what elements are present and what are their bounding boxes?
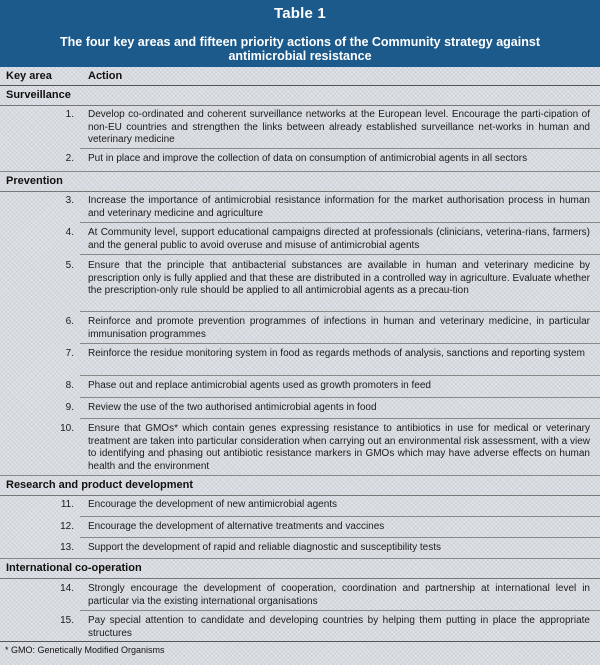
action-text: Develop co-ordinated and coherent surveillance networks at the European level. Encourage the parti-cipation of non-EU countries and strengthen the links between already established surveillance net-works in human and veterinary medicine xyxy=(88,109,590,145)
section-research: Research and product development xyxy=(0,476,600,496)
action-number: 1. xyxy=(65,109,74,120)
action-text: Put in place and improve the collection of data on consumption of antimicrobial agents in all sectors xyxy=(88,153,528,164)
column-header-row xyxy=(0,67,600,86)
footnote: * GMO: Genetically Modified Organisms xyxy=(0,641,600,655)
table-row xyxy=(0,611,600,641)
action-text: Ensure that GMOs* which contain genes expressing resistance to antibiotics in use for medical or veterinary treatment are taken into particular consideration when carrying out an environmental risk assessment, with a view to identifying and phasing out antibiotic resistance markers in GMOs which may have adverse effects on human health and the environment xyxy=(88,423,590,472)
section-surveillance: Surveillance xyxy=(0,86,600,106)
action-text: Pay special attention to candidate and developing countries by helping them putting in place the appropriate structures xyxy=(88,615,590,639)
section-international: International co-operation xyxy=(0,559,600,579)
action-number: 3. xyxy=(65,195,74,206)
action-number: 10. xyxy=(60,423,74,434)
table-row xyxy=(0,538,600,558)
action-text: Review the use of the two authorised antimicrobial agents in food xyxy=(88,402,377,413)
table-row xyxy=(0,376,600,397)
table-title: The four key areas and fifteen priority actions of the Community strategy against antimicrobial resistance xyxy=(60,35,540,63)
action-number: 14. xyxy=(60,583,74,594)
action-number: 13. xyxy=(60,542,74,553)
action-text: Encourage the development of new antimicrobial agents xyxy=(88,499,338,510)
action-text: Encourage the development of alternative treatments and vaccines xyxy=(88,521,385,532)
table-row xyxy=(0,223,600,254)
table-row xyxy=(0,496,600,516)
table-row xyxy=(0,149,600,171)
column-header-action: Action xyxy=(88,70,123,82)
action-number: 4. xyxy=(65,227,74,238)
action-text: Increase the importance of antimicrobial resistance information for the market authorisation process in human and veterinary medicine and agriculture xyxy=(88,195,590,219)
action-text: Ensure that the principle that antibacterial substances are available in human and veterinary medicine by prescription only is fully applied and that these are distributed in a controlled way in agriculture. Evaluate whether the prescription-only rule should be applied to all antimicrobial agents as a precau-tion xyxy=(88,260,590,296)
action-number: 12. xyxy=(60,521,74,532)
action-text: Strongly encourage the development of cooperation, coordination and partnership at international level in particular via the existing international organisations xyxy=(88,583,590,607)
action-text: Reinforce and promote prevention programmes of infections in human and veterinary medicine, in particular immunisation programmes xyxy=(88,316,590,340)
table-row xyxy=(0,344,600,375)
table-row xyxy=(0,192,600,222)
action-number: 15. xyxy=(60,615,74,626)
action-text: Reinforce the residue monitoring system in food as regards methods of analysis, sanctions and reporting system xyxy=(88,348,585,359)
action-number: 9. xyxy=(65,402,74,413)
action-number: 6. xyxy=(65,316,74,327)
table-row xyxy=(0,579,600,610)
table-row xyxy=(0,255,600,311)
action-number: 2. xyxy=(65,153,74,164)
table-row xyxy=(0,398,600,418)
action-number: 7. xyxy=(65,348,74,359)
table-row xyxy=(0,419,600,475)
table-row xyxy=(0,312,600,343)
table-row xyxy=(0,106,600,148)
column-header-key-area: Key area xyxy=(6,70,52,82)
action-number: 5. xyxy=(65,260,74,271)
action-number: 11. xyxy=(60,499,74,510)
table-number: Table 1 xyxy=(274,5,326,22)
action-text: Phase out and replace antimicrobial agents used as growth promoters in feed xyxy=(88,380,431,391)
action-number: 8. xyxy=(65,380,74,391)
action-text: At Community level, support educational campaigns directed at professionals (clinicians, veterina-rians, farmers) and the general public to avoid overuse and misuse of antimicrobial agents xyxy=(88,227,590,251)
table-header xyxy=(0,0,600,67)
action-text: Support the development of rapid and reliable diagnostic and susceptibility tests xyxy=(88,542,441,553)
section-prevention: Prevention xyxy=(0,172,600,192)
table-row xyxy=(0,517,600,537)
